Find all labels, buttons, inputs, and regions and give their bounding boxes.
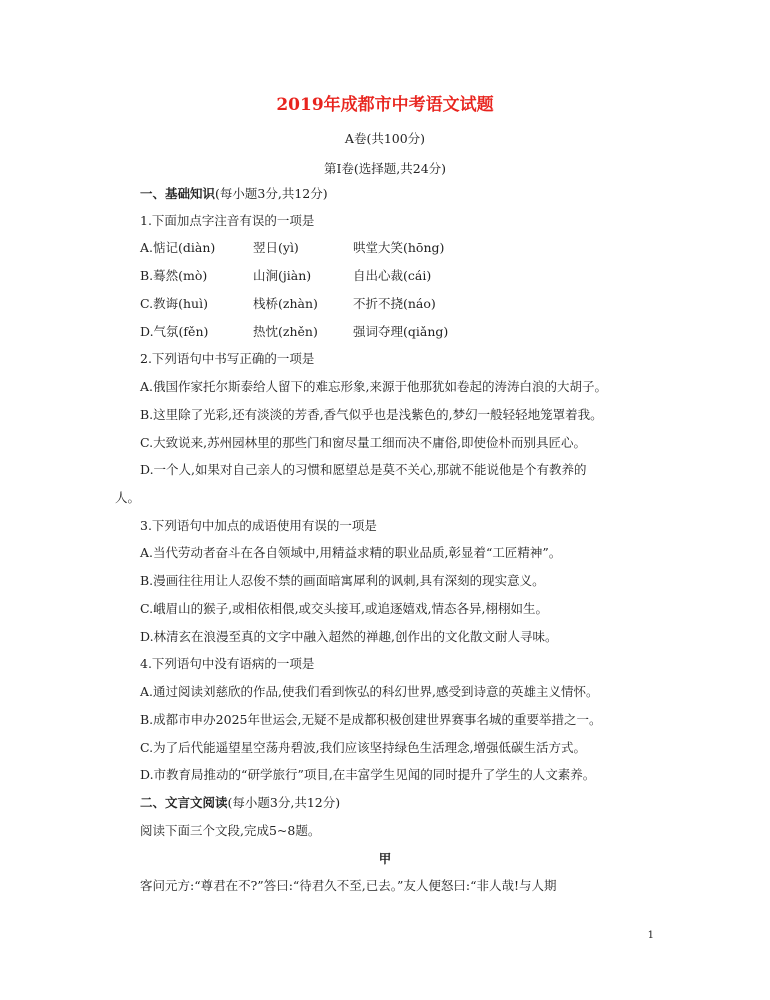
- q4-option-d: D.市教育局推动的“研学旅行”项目,在丰富学生见闻的同时提升了学生的人文素养。: [140, 767, 596, 782]
- part-one-label: 第Ⅰ卷(选择题,共24分): [323, 161, 447, 176]
- q4-option-a: A.通过阅读刘慈欣的作品,使我们看到恢弘的科幻世界,感受到诗意的英雄主义情怀。: [140, 684, 599, 699]
- q1-option-a: A.惦记(diàn): [140, 240, 216, 255]
- passage-label: 甲: [378, 851, 392, 866]
- q1-stem: 1.下面加点字注音有误的一项是: [140, 213, 315, 228]
- paper-a-label: A卷(共100分): [344, 131, 426, 146]
- q2-option-d-continued: 人。: [115, 490, 141, 505]
- page-number: 1: [647, 930, 654, 941]
- reading-instruction: 阅读下面三个文段,完成5~8题。: [140, 823, 321, 838]
- q1-option-a-word3: 哄堂大笑(hōng): [353, 240, 445, 255]
- section-two-heading: [140, 795, 340, 811]
- q1-option-c-word2: 栈桥(zhàn): [253, 296, 318, 311]
- q3-stem: 3.下列语句中加点的成语使用有误的一项是: [140, 518, 377, 533]
- q3-option-a: A.当代劳动者奋斗在各自领域中,用精益求精的职业品质,彰显着“工匠精神”。: [140, 545, 562, 560]
- section-one-heading: [140, 186, 328, 202]
- page-title: 2019年成都市中考语文试题: [276, 95, 494, 115]
- q1-option-b-word2: 山涧(jiàn): [253, 268, 312, 283]
- passage-text-line: 客问元方:“尊君在不?”答曰:“待君久不至,已去。”友人便怒曰:“非人哉!与人期: [140, 878, 557, 893]
- q4-option-c: C.为了后代能遥望星空荡舟碧波,我们应该坚持绿色生活理念,增强低碳生活方式。: [140, 740, 587, 755]
- q2-option-c: C.大致说来,苏州园林里的那些门和窗尽量工细而决不庸俗,即使俭朴而别具匠心。: [140, 435, 587, 450]
- section-one-title: 一、基础知识: [140, 186, 216, 201]
- q4-stem: 4.下列语句中没有语病的一项是: [140, 656, 315, 671]
- q3-option-d: D.林清玄在浪漫至真的文字中融入超然的禅趣,创作出的文化散文耐人寻味。: [140, 629, 558, 644]
- q1-option-a-word2: 翌日(yì): [253, 240, 299, 255]
- q1-option-b: B.蓦然(mò): [140, 268, 208, 283]
- q3-option-b: B.漫画往往用让人忍俊不禁的画面暗寓犀利的讽刺,具有深刻的现实意义。: [140, 573, 545, 588]
- q3-option-c: C.峨眉山的猴子,或相依相偎,或交头接耳,或追逐嬉戏,情态各异,栩栩如生。: [140, 601, 548, 616]
- section-two-title: 二、文言文阅读: [140, 795, 228, 810]
- section-one-note: (每小题3分,共12分): [215, 186, 328, 201]
- q1-option-c-word3: 不折不挠(náo): [353, 296, 436, 311]
- section-two-note: (每小题3分,共12分): [227, 795, 341, 810]
- q2-option-d: D.一个人,如果对自己亲人的习惯和愿望总是莫不关心,那就不能说他是个有教养的: [140, 462, 587, 477]
- q1-option-c: C.教诲(huì): [140, 296, 208, 311]
- q1-option-b-word3: 自出心裁(cái): [353, 268, 432, 283]
- q1-option-d: D.气氛(fěn): [140, 324, 209, 339]
- q1-option-d-word2: 热忱(zhěn): [253, 324, 318, 339]
- q2-option-b: B.这里除了光彩,还有淡淡的芳香,香气似乎也是浅紫色的,梦幻一般轻轻地笼罩着我。: [140, 407, 603, 422]
- q4-option-b: B.成都市申办2025年世运会,无疑不是成都积极创建世界赛事名城的重要举措之一。: [140, 712, 602, 727]
- q2-stem: 2.下列语句中书写正确的一项是: [140, 351, 315, 366]
- q1-option-d-word3: 强词夺理(qiǎng): [353, 324, 449, 339]
- q2-option-a: A.俄国作家托尔斯泰给人留下的难忘形象,来源于他那犹如卷起的涛涛白浪的大胡子。: [140, 379, 607, 394]
